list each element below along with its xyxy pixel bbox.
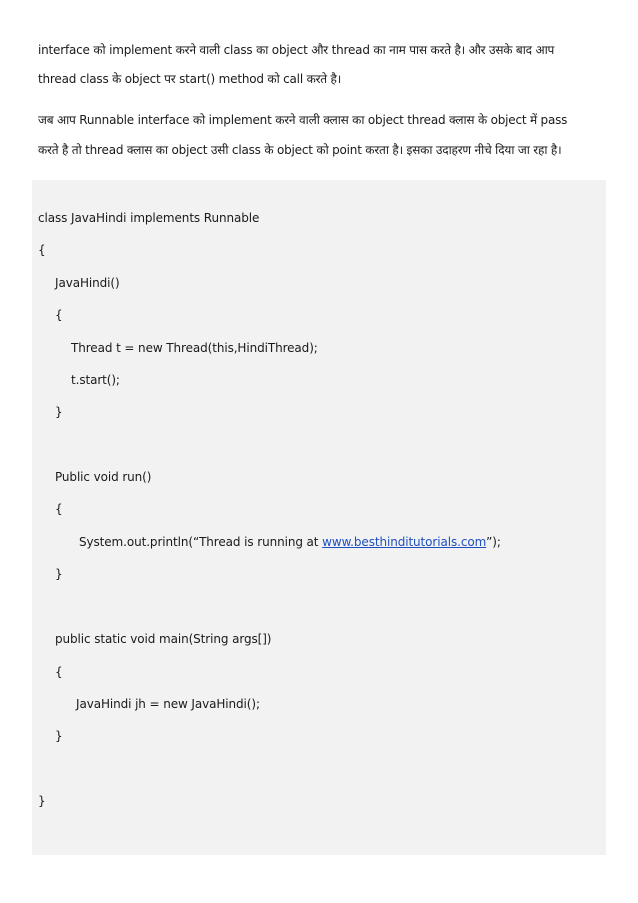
code-constructor-close-brace: } [55, 405, 63, 419]
paragraph-2-line-1: जब आप Runnable interface को implement करने वाली क्लास का object thread क्लास के object में pass [38, 113, 568, 127]
code-constructor-statement-2: t.start(); [71, 373, 120, 387]
code-main-close-brace: } [55, 729, 63, 743]
code-run-open-brace: { [55, 502, 63, 516]
paragraph-1-line-1: interface को implement करने वाली class का object और thread का नाम पास करते है। और उसके बाद आप [38, 43, 555, 57]
code-run-statement [79, 535, 501, 549]
paragraph-1-line-2: thread class के object पर start() method को call करते है। [38, 72, 342, 86]
code-class-declaration: class JavaHindi implements Runnable [38, 211, 260, 225]
code-class-close-brace: } [38, 794, 46, 808]
paragraph-2-line-2: करते है तो thread क्लास का object उसी class के object को point करता है। इसका उदाहरण नीचे दिया जा रहा है। [38, 143, 562, 157]
code-constructor-open-brace: { [55, 308, 63, 322]
code-run-signature: Public void run() [55, 470, 152, 484]
code-run-close-brace: } [55, 567, 63, 581]
code-main-signature: public static void main(String args[]) [55, 632, 272, 646]
tutorial-website-link[interactable]: www.besthinditutorials.com [322, 535, 487, 549]
code-run-statement-suffix: ”); [486, 535, 501, 549]
code-run-statement-prefix: System.out.println(“Thread is running at [79, 535, 323, 549]
code-example-block [32, 180, 606, 855]
code-main-statement: JavaHindi jh = new JavaHindi(); [76, 697, 260, 711]
code-constructor-signature: JavaHindi() [55, 276, 120, 290]
code-class-open-brace: { [38, 243, 46, 257]
code-main-open-brace: { [55, 665, 63, 679]
code-constructor-statement-1: Thread t = new Thread(this,HindiThread); [71, 341, 318, 355]
